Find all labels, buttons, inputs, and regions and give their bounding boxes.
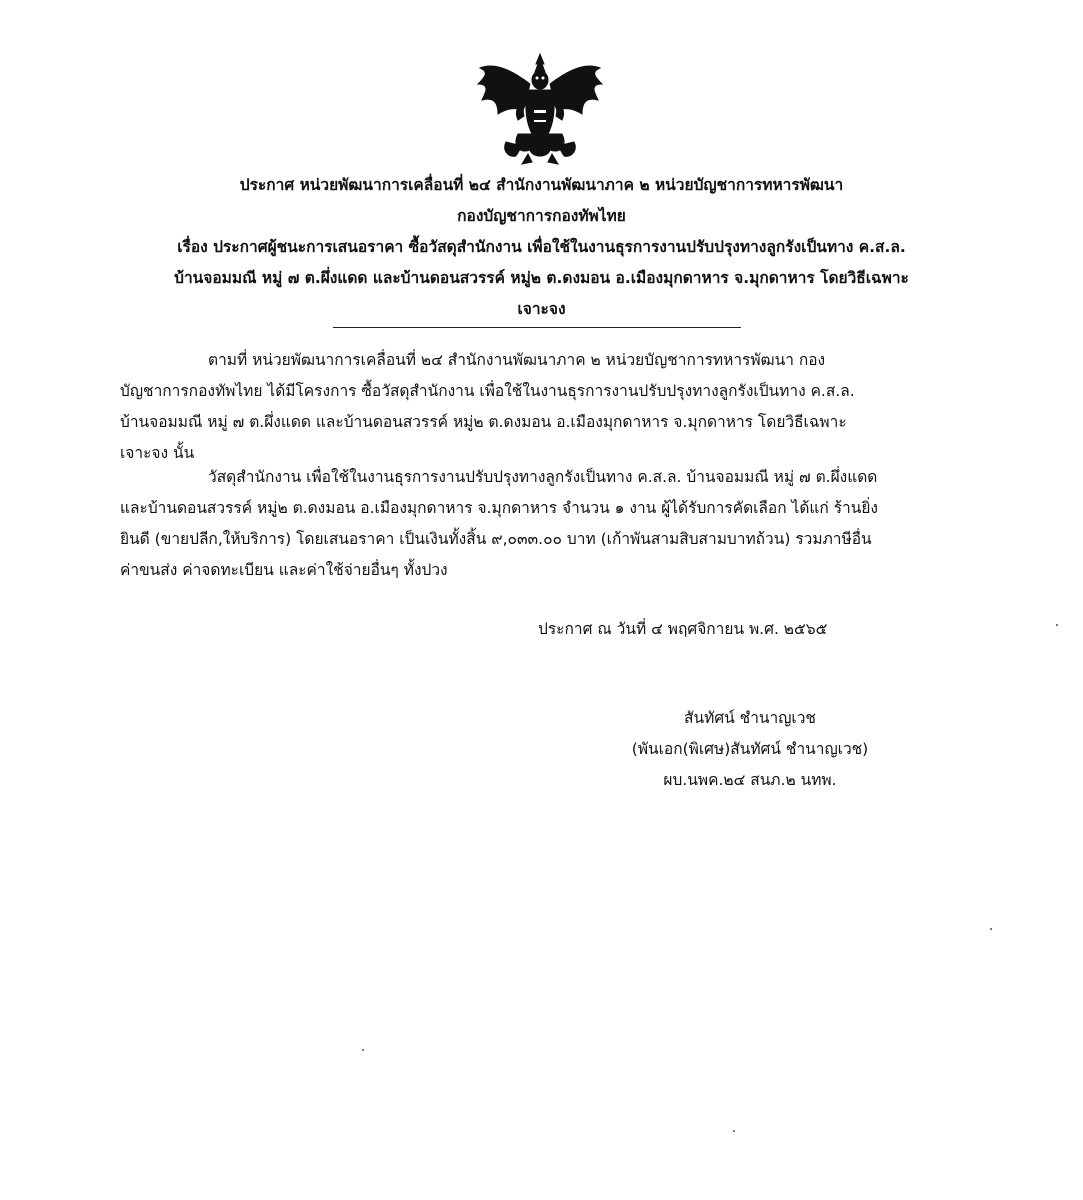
- body-paragraph-1: [120, 345, 980, 469]
- header-line-3: เรื่อง ประกาศผู้ชนะการเสนอราคา ซื้อวัสดุสำนักงาน เพื่อใช้ในงานธุรการงานปรับปรุงทางลูกรังเป็นทาง ค.ส.ล.: [177, 238, 906, 256]
- header-line-4: บ้านจอมมณี หมู่ ๗ ต.ผึ่งแดด และบ้านดอนสวรรค์ หมู่๒ ต.ดงมอน อ.เมืองมุกดาหาร จ.มุกดาหาร โดยวิธีเฉพาะ: [174, 269, 909, 287]
- paragraph-line: บ้านจอมมณี หมู่ ๗ ต.ผึ่งแดด และบ้านดอนสวรรค์ หมู่๒ ต.ดงมอน อ.เมืองมุกดาหาร จ.มุกดาหาร โดยวิธีเฉพาะ: [120, 413, 847, 431]
- paragraph-line: และบ้านดอนสวรรค์ หมู่๒ ต.ดงมอน อ.เมืองมุกดาหาร จ.มุกดาหาร จำนวน ๑ งาน ผู้ได้รับการคัดเลือก ได้แก่ ร้านยิ่ง: [120, 499, 878, 517]
- paragraph-line: ยินดี (ขายปลีก,ให้บริการ) โดยเสนอราคา เป็นเงินทั้งสิ้น ๙,๐๓๓.๐๐ บาท (เก้าพันสามสิบสามบาทถ้วน) รวมภาษีอื่น: [120, 530, 872, 548]
- announcement-header: [100, 170, 983, 325]
- scan-speck: [362, 1049, 364, 1051]
- paragraph-line: ค่าขนส่ง ค่าจดทะเบียน และค่าใช้จ่ายอื่นๆ ทั้งปวง: [120, 561, 448, 579]
- garuda-emblem-icon: [472, 50, 608, 166]
- announcement-date: ประกาศ ณ วันที่ ๔ พฤศจิกายน พ.ศ. ๒๕๖๕: [538, 620, 828, 638]
- paragraph-line: วัสดุสำนักงาน เพื่อใช้ในงานธุรการงานปรับปรุงทางลูกรังเป็นทาง ค.ส.ล. บ้านจอมมณี หมู่ ๗ ต.ผึ่งแดด: [208, 468, 878, 486]
- body-paragraph-2: [120, 462, 980, 586]
- scan-speck: [733, 1130, 735, 1132]
- signature-block: [560, 703, 940, 796]
- paragraph-line: เจาะจง นั้น: [120, 444, 195, 462]
- scan-speck: [990, 928, 992, 930]
- header-line-2: กองบัญชาการกองทัพไทย: [457, 207, 626, 225]
- paragraph-line: ตามที่ หน่วยพัฒนาการเคลื่อนที่ ๒๔ สำนักงานพัฒนาภาค ๒ หน่วยบัญชาการทหารพัฒนา กอง: [208, 351, 826, 369]
- header-divider: [333, 327, 741, 328]
- signature-name: สันทัศน์ ชำนาญเวช: [684, 709, 816, 727]
- scan-speck: [1056, 624, 1058, 626]
- paragraph-line: บัญชาการกองทัพไทย ได้มีโครงการ ซื้อวัสดุสำนักงาน เพื่อใช้ในงานธุรการงานปรับปรุงทางลูกรังเป็นทาง ค.ส.ล.: [120, 382, 855, 400]
- signature-full-title: (พันเอก(พิเศษ)สันทัศน์ ชำนาญเวช): [631, 740, 869, 758]
- header-line-1: ประกาศ หน่วยพัฒนาการเคลื่อนที่ ๒๔ สำนักงานพัฒนาภาค ๒ หน่วยบัญชาการทหารพัฒนา: [239, 176, 844, 194]
- signature-position: ผบ.นพค.๒๔ สนภ.๒ นทพ.: [663, 771, 837, 789]
- header-line-5: เจาะจง: [517, 300, 566, 318]
